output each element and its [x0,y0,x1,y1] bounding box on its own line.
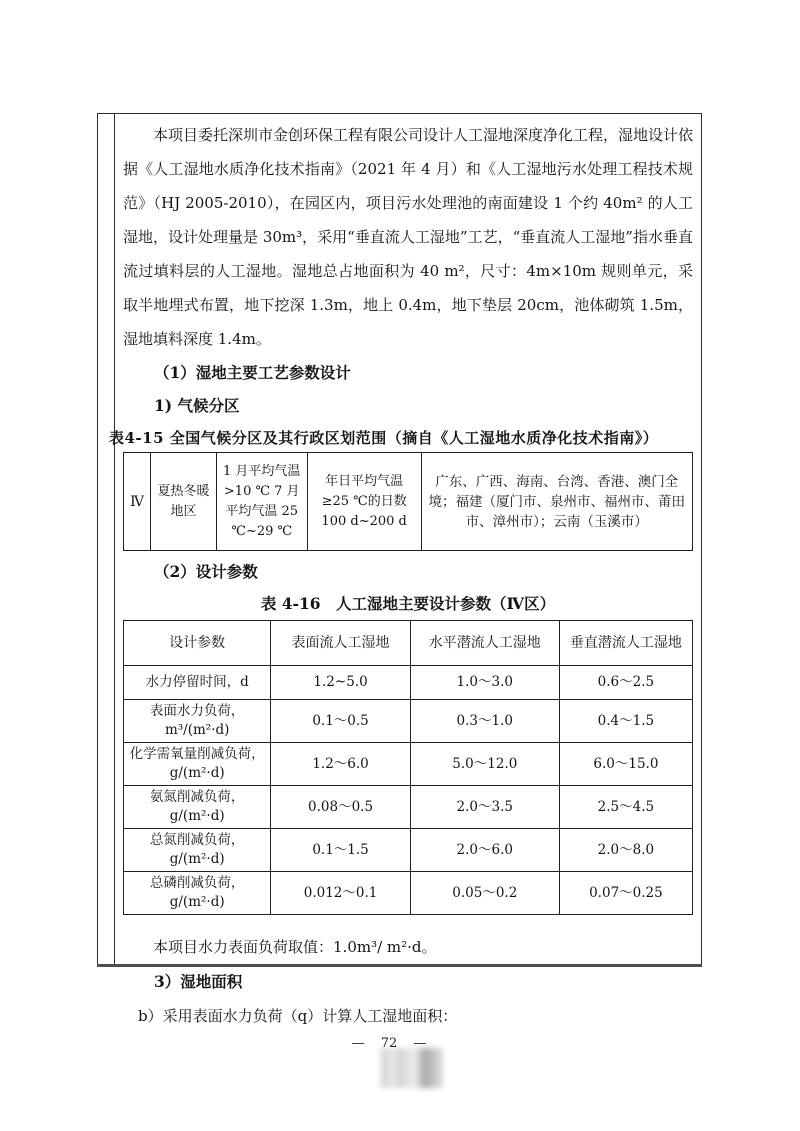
table-cell-value: 1.2~5.0 [271,666,410,700]
table-row [124,666,693,700]
hydraulic-load-paragraph: 本项目水力表面负荷取值：1.0m³/ m²·d。 [153,938,437,956]
table-cell-param: 化学需氧量削减负荷，g/(m²·d) [124,743,271,786]
content-frame [97,113,702,1025]
table-cell-param: 氨氮削减负荷，g/(m²·d) [124,786,271,829]
table-cell-param: 水力停留时间，d [124,666,271,700]
table-cell-value: 0.05～0.2 [410,872,559,915]
table-cell-value: 2.0～6.0 [410,829,559,872]
table-4-16 [123,620,693,915]
table-cell-regions: 广东、广西、海南、台湾、香港、澳门全境；福建（厦门市、泉州市、福州市、莆田市、漳州市）；云南（玉溪市） [421,453,692,551]
table-row [124,829,693,872]
table-cell-value: 0.6～2.5 [559,666,692,700]
table-cell-value: 1.0～3.0 [410,666,559,700]
table-cell-value: 2.0～3.5 [410,786,559,829]
table-cell-value: 0.08～0.5 [271,786,410,829]
section-heading-wetland-area: 3）湿地面积 [154,972,243,991]
table-row [124,786,693,829]
table-cell-value: 0.012～0.1 [271,872,410,915]
area-calculation-paragraph: b）采用表面水力负荷（q）计算人工湿地面积： [138,1007,458,1025]
table-cell-param: 表面水力负荷，m³/(m²·d) [124,700,271,743]
table-cell-value: 6.0～15.0 [559,743,692,786]
table-cell-param: 总氮削减负荷，g/(m²·d) [124,829,271,872]
page-number: — 72 — [351,1036,427,1051]
column-header: 表面流人工湿地 [271,621,410,666]
table-cell-value: 2.0～8.0 [559,829,692,872]
section-heading-climate-zone: 1) 气候分区 [154,396,240,415]
intro-paragraph: 本项目委托深圳市金创环保工程有限公司设计人工湿地深度净化工程，湿地设计依据《人工湿地水质净化技术指南》（2021 年 4 月）和《人工湿地污水处理工程技术规范》（HJ 2005-2010），在园区内，项目污水处理池的南面建设 1 个约 40m² 的人工湿地，设计处理量是 30m³，采用“垂直流人工湿地”工艺，“垂直流人工湿地”指水垂直流过填料层的人工湿地。湿地总占地面积为 40 m²，尺寸：4m×10m 规则单元，采取半地埋式布置，地下挖深 1.3m，地上 0.4m，地下垫层 20cm，池体砌筑 1.5m，湿地填料深度 1.4m。 [123,126,694,348]
table-4-15 [123,452,693,551]
table-side-column [97,114,115,964]
table-4-15-caption: 表4-15 全国气候分区及其行政区划范围（摘自《人工湿地水质净化技术指南》） [109,429,659,447]
table-cell-param: 总磷削减负荷，g/(m²·d) [124,872,271,915]
table-cell-jan-temp: 1 月平均气温>10 ℃ 7 月平均气温 25 ℃~29 ℃ [216,453,307,551]
table-cell-value: 5.0～12.0 [410,743,559,786]
table-4-16-caption: 表 4-16 人工湿地主要设计参数（Ⅳ区） [260,594,556,613]
table-cell-value: 1.2～6.0 [271,743,410,786]
table-cell-zone: Ⅳ [124,453,151,551]
table-row [124,872,693,915]
table-cell-annual-days: 年日平均气温≥25 ℃的日数 100 d~200 d [307,453,421,551]
table-cell-value: 0.07～0.25 [559,872,692,915]
table-cell-value: 0.1～0.5 [271,700,410,743]
table-row [124,700,693,743]
table-header-row [124,621,693,666]
section-heading-design-params: （2）设计参数 [154,562,258,581]
main-content-cell [109,114,702,1025]
column-header: 水平潜流人工湿地 [410,621,559,666]
table-cell-value: 0.1～1.5 [271,829,410,872]
table-row [124,743,693,786]
column-header: 垂直潜流人工湿地 [559,621,692,666]
table-cell-zone-name: 夏热冬暖地区 [151,453,216,551]
table-row [124,453,693,551]
table-cell-value: 0.4～1.5 [559,700,692,743]
table-cell-value: 0.3～1.0 [410,700,559,743]
section-heading-process-params: （1）湿地主要工艺参数设计 [154,363,351,382]
blurred-formula-image [381,1048,443,1088]
table-cell-value: 2.5～4.5 [559,786,692,829]
column-header: 设计参数 [124,621,271,666]
